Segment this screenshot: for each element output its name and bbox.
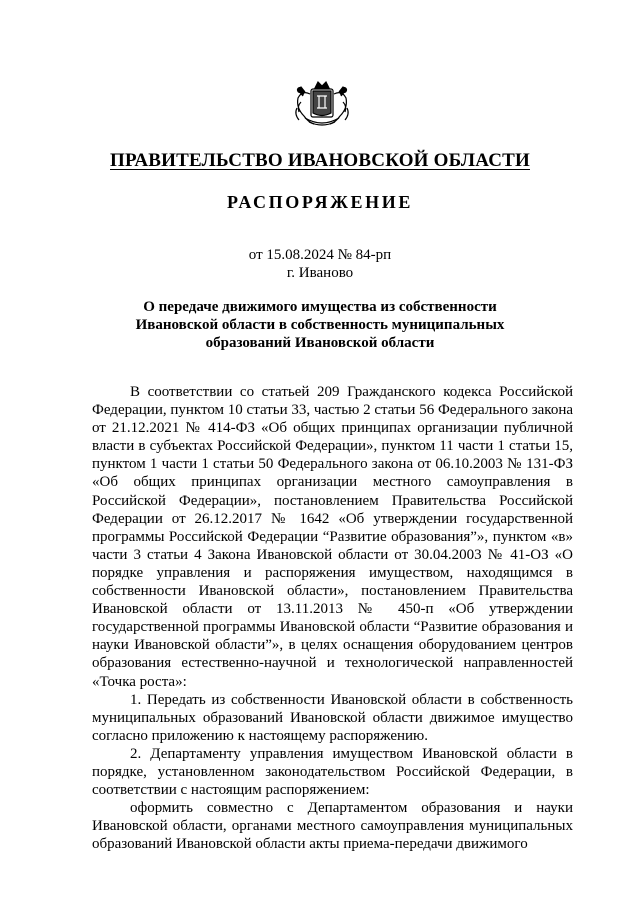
document-subject xyxy=(0,298,640,352)
coat-of-arms-icon xyxy=(291,78,353,130)
subject-line: Ивановской области в собственность муниципальных xyxy=(135,317,505,333)
date-and-place xyxy=(0,246,640,282)
subject-line: О передаче движимого имущества из собственности xyxy=(143,299,497,315)
city: г. Иваново xyxy=(286,265,354,281)
document-body xyxy=(92,383,573,853)
document-type: РАСПОРЯЖЕНИЕ xyxy=(227,192,413,212)
item-1-paragraph: 1. Передать из собственности Ивановской области в собственность муниципальных образований Ивановской области движимое имущество согласно приложению к настоящему распоряжению. xyxy=(92,691,573,744)
item-2-paragraph: 2. Департаменту управления имуществом Ивановской области в порядке, установленном законодательством Российской Федерации, в соответствии с настоящим распоряжением: xyxy=(92,745,573,799)
date-number: от 15.08.2024 № 84-рп xyxy=(248,247,392,263)
subject-line: образований Ивановской области xyxy=(205,335,435,351)
government-title: ПРАВИТЕЛЬСТВО ИВАНОВСКОЙ ОБЛАСТИ xyxy=(110,150,530,171)
preamble-paragraph: В соответствии со статьей 209 Гражданского кодекса Российской Федерации, пунктом 10 статьи 33, частью 2 статьи 56 Федерального закона от 21.12.2021 № 414-ФЗ «Об общих принципах организации публичной власти в субъектах Российской Федерации», пунктом 11 части 1 статьи 15, пунктом 1 части 1 статьи 50 Федерального закона от 06.10.2003 № 131-ФЗ «Об общих принципах организации местного самоуправления в Российской Федерации», постановлением Правительства Российской Федерации от 26.12.2017 № 1642 «Об утверждении государственной программы Российской Федерации “Развитие образования”», пунктом «в» части 3 статьи 4 Закона Ивановской области от 30.04.2003 № 41-ОЗ «О порядке управления и распоряжения имуществом, находящимся в собственности Ивановской области», постановлением Правительства Ивановской области от 13.11.2013 № 450-п «Об утверждении государственной программы Ивановской области “Развитие образования и науки Ивановской области”», в целях оснащения оборудованием центров образования естественно-научной и технологической направленностей «Точка роста»: xyxy=(92,384,574,690)
item-2-subparagraph: оформить совместно с Департаментом образования и науки Ивановской области, органами местного самоуправления муниципальных образований Ивановской области акты приема-передачи движимого xyxy=(92,800,573,853)
